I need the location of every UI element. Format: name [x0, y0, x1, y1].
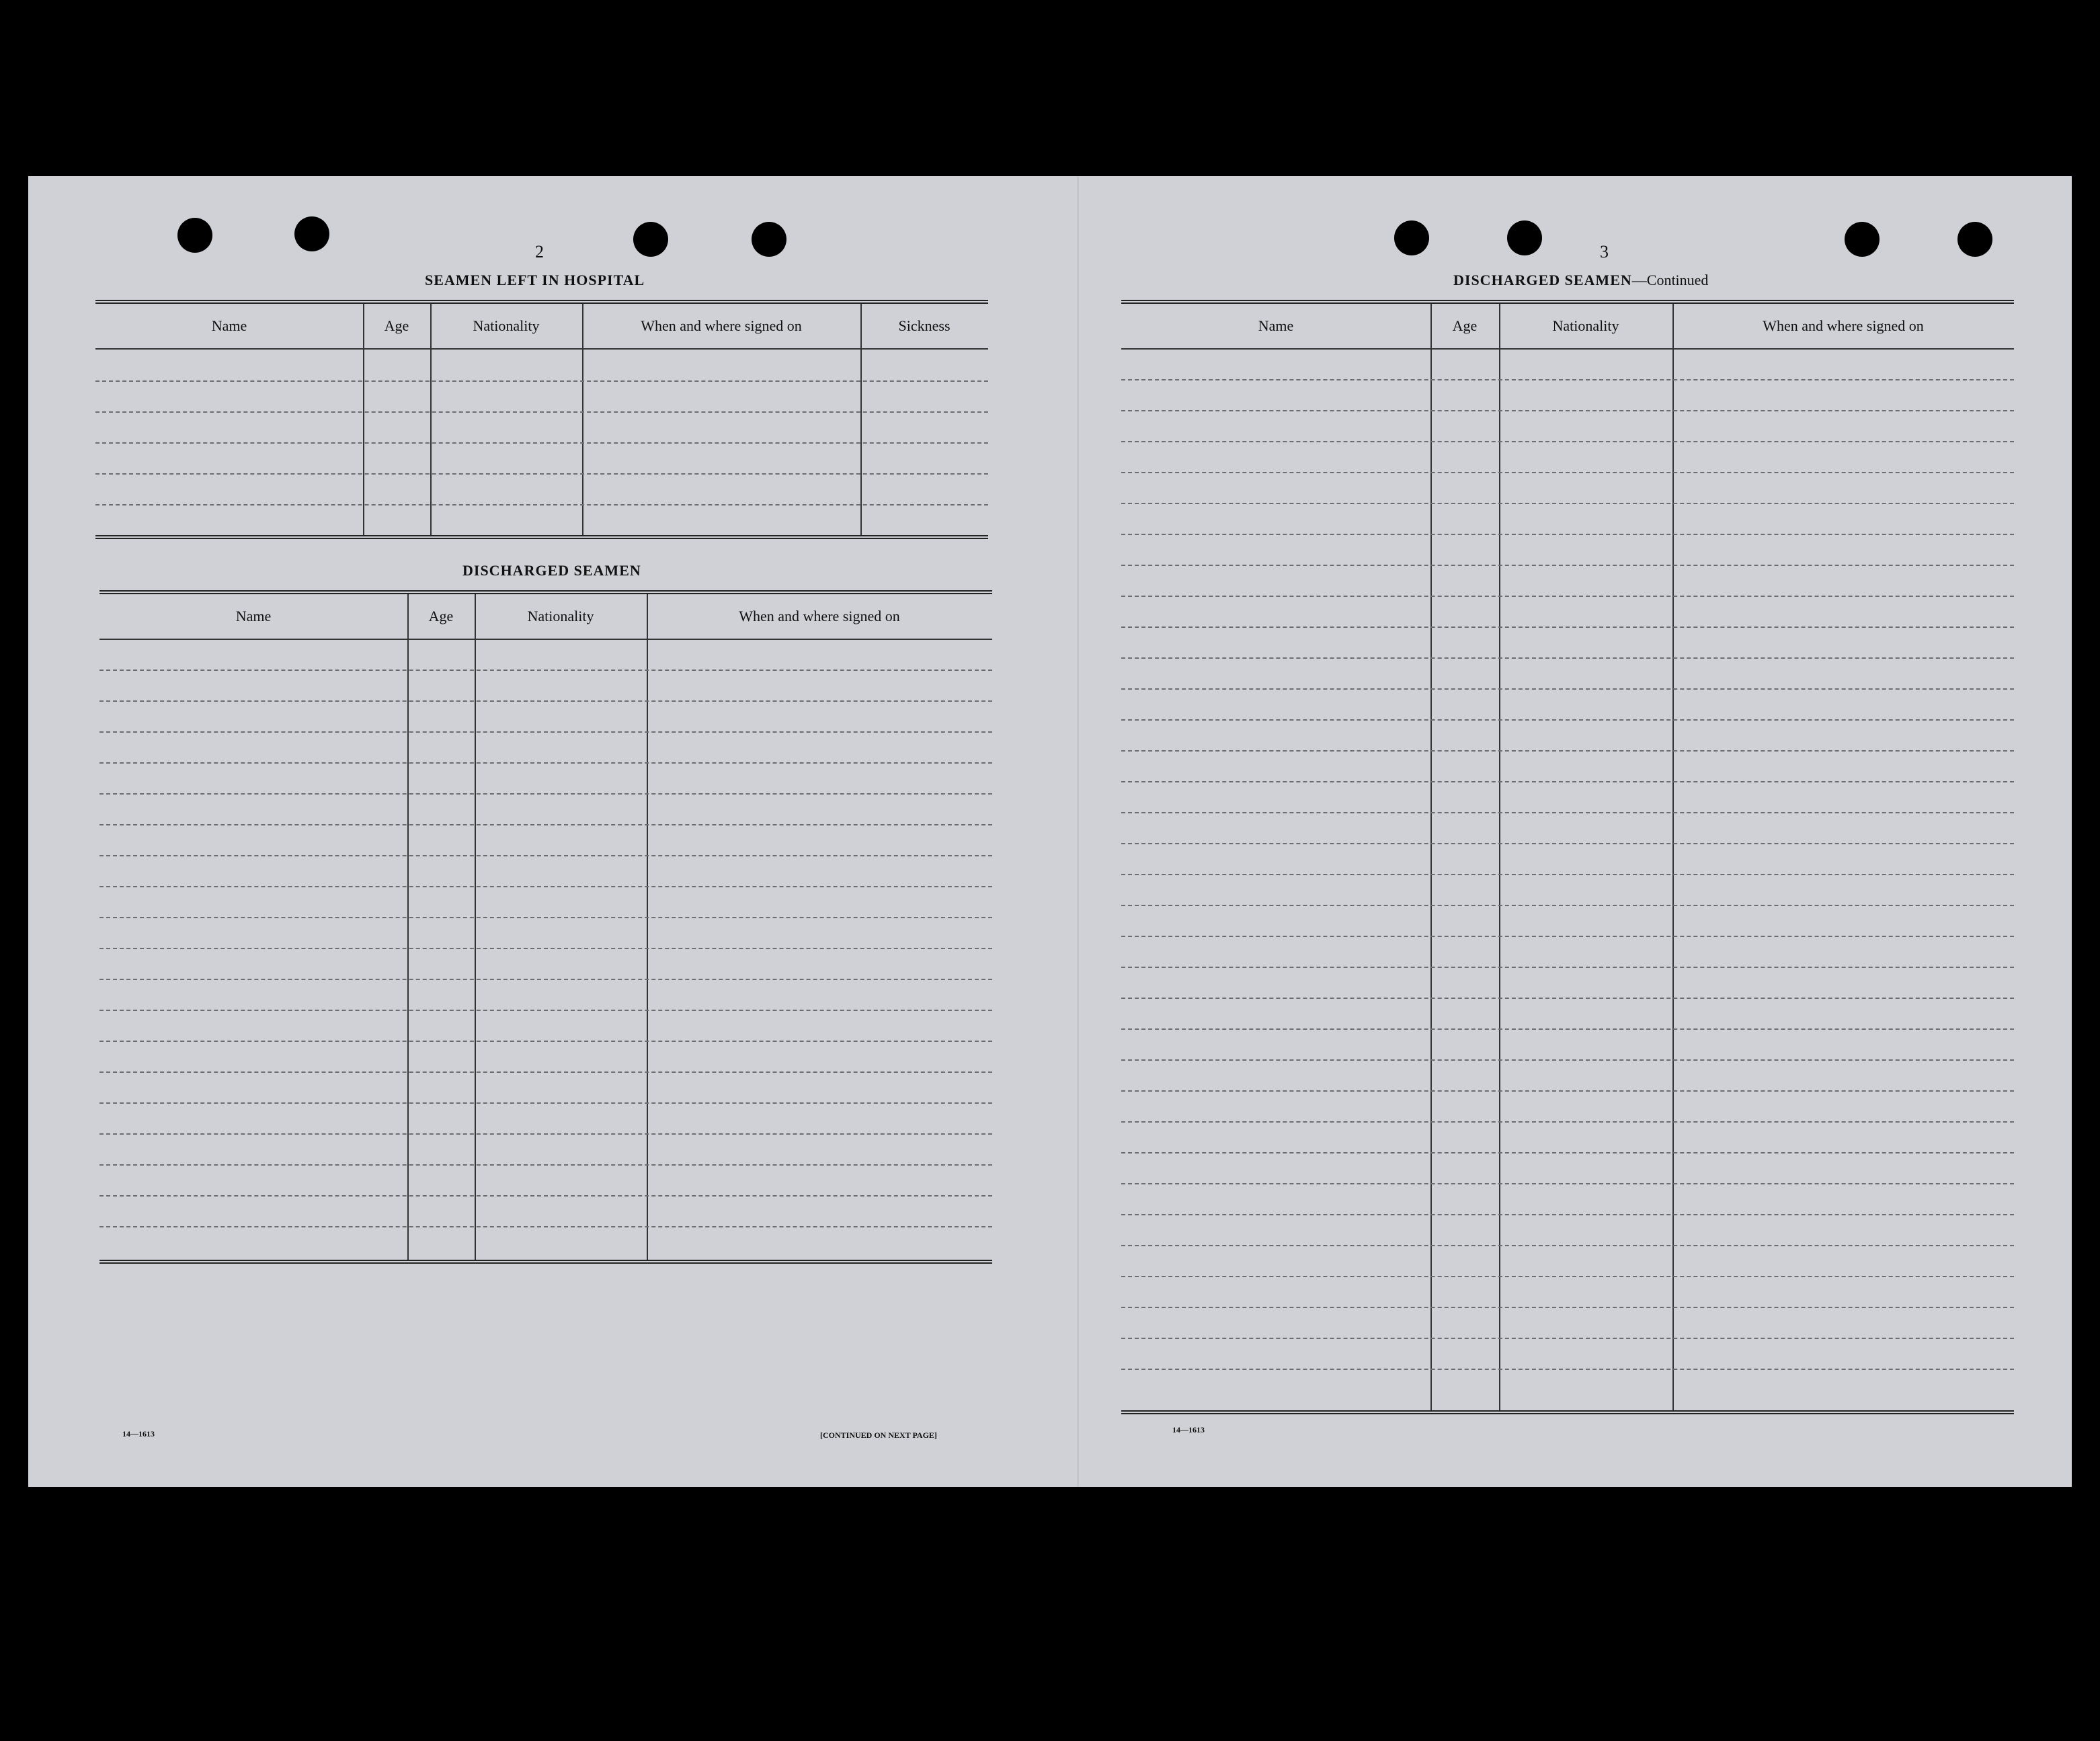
table-row[interactable] — [1121, 410, 2014, 411]
column-header-name: Name — [235, 608, 272, 624]
column-header-nationality: Nationality — [1552, 317, 1619, 334]
table-row[interactable] — [95, 442, 988, 444]
table-row[interactable] — [95, 380, 988, 382]
column-header-age: Age — [384, 317, 409, 334]
table-row[interactable] — [1121, 1276, 2014, 1277]
table-row[interactable] — [1121, 936, 2014, 937]
page-number: 2 — [535, 242, 544, 261]
table-row[interactable] — [1121, 750, 2014, 752]
table-row[interactable] — [99, 1041, 992, 1042]
table-row[interactable] — [1121, 1183, 2014, 1184]
table-row[interactable] — [1121, 1338, 2014, 1339]
table-row[interactable] — [1121, 1090, 2014, 1092]
form-number: 14—1613 — [122, 1429, 155, 1439]
column-header-name: Name — [1258, 317, 1294, 334]
table-row[interactable] — [99, 948, 992, 949]
table-row[interactable] — [95, 411, 988, 413]
hospital-table — [95, 300, 988, 542]
column-header-signed-on: When and where signed on — [641, 317, 802, 334]
table-row[interactable] — [99, 793, 992, 795]
table-row[interactable] — [1121, 1028, 2014, 1030]
table-row[interactable] — [95, 504, 988, 505]
column-header-sickness: Sickness — [898, 317, 951, 334]
table-row[interactable] — [1121, 905, 2014, 906]
table-row[interactable] — [99, 979, 992, 980]
table-row[interactable] — [1121, 441, 2014, 442]
table-row[interactable] — [1121, 626, 2014, 628]
table-row[interactable] — [1121, 719, 2014, 721]
table-row[interactable] — [99, 1164, 992, 1166]
column-header-signed-on: When and where signed on — [739, 608, 900, 624]
table-row[interactable] — [99, 855, 992, 856]
table-row[interactable] — [1121, 998, 2014, 999]
discharged-continued-title — [1453, 272, 1708, 289]
discharged-continued-table — [1121, 300, 2014, 1416]
table-row[interactable] — [99, 1010, 992, 1011]
table-row[interactable] — [95, 473, 988, 475]
discharged-section-title: DISCHARGED SEAMEN — [462, 562, 641, 579]
table-row[interactable] — [1121, 657, 2014, 659]
right-page — [1077, 176, 2072, 1487]
form-number: 14—1613 — [1172, 1425, 1205, 1434]
table-row[interactable] — [99, 824, 992, 825]
table-row[interactable] — [1121, 596, 2014, 597]
page-number: 3 — [1600, 242, 1609, 261]
table-row[interactable] — [1121, 1307, 2014, 1308]
table-row[interactable] — [1121, 379, 2014, 380]
table-row[interactable] — [99, 762, 992, 764]
table-row[interactable] — [1121, 1214, 2014, 1215]
table-row[interactable] — [99, 700, 992, 702]
continued-note: [CONTINUED ON NEXT PAGE] — [820, 1430, 937, 1440]
column-header-age: Age — [1452, 317, 1478, 334]
left-page — [28, 176, 1077, 1487]
table-row[interactable] — [99, 1226, 992, 1227]
table-row[interactable] — [1121, 1152, 2014, 1153]
table-row[interactable] — [99, 886, 992, 887]
table-row[interactable] — [1121, 843, 2014, 844]
table-row[interactable] — [1121, 565, 2014, 566]
column-header-nationality: Nationality — [473, 317, 540, 334]
table-row[interactable] — [99, 917, 992, 918]
table-row[interactable] — [1121, 688, 2014, 690]
table-row[interactable] — [1121, 534, 2014, 535]
table-row[interactable] — [1121, 503, 2014, 504]
hospital-section-title: SEAMEN LEFT IN HOSPITAL — [425, 272, 645, 288]
table-row[interactable] — [1121, 1059, 2014, 1061]
table-row[interactable] — [1121, 874, 2014, 875]
table-row[interactable] — [1121, 1369, 2014, 1370]
discharged-table — [99, 590, 992, 1265]
table-row[interactable] — [99, 1071, 992, 1073]
table-row[interactable] — [99, 1195, 992, 1197]
column-header-age: Age — [428, 608, 454, 624]
table-row[interactable] — [99, 670, 992, 671]
table-row[interactable] — [99, 1102, 992, 1104]
table-row[interactable] — [1121, 967, 2014, 968]
section-title-suffix: —Continued — [1631, 272, 1709, 288]
table-row[interactable] — [99, 731, 992, 733]
table-row[interactable] — [1121, 1245, 2014, 1246]
column-header-nationality: Nationality — [527, 608, 594, 624]
table-row[interactable] — [1121, 781, 2014, 782]
section-title-text: DISCHARGED SEAMEN — [1453, 272, 1632, 288]
document-sheet — [28, 176, 2072, 1487]
table-row[interactable] — [1121, 1121, 2014, 1123]
table-row[interactable] — [99, 1133, 992, 1135]
column-header-signed-on: When and where signed on — [1763, 317, 1924, 334]
column-header-name: Name — [211, 317, 247, 334]
table-row[interactable] — [1121, 472, 2014, 473]
table-row[interactable] — [1121, 812, 2014, 813]
